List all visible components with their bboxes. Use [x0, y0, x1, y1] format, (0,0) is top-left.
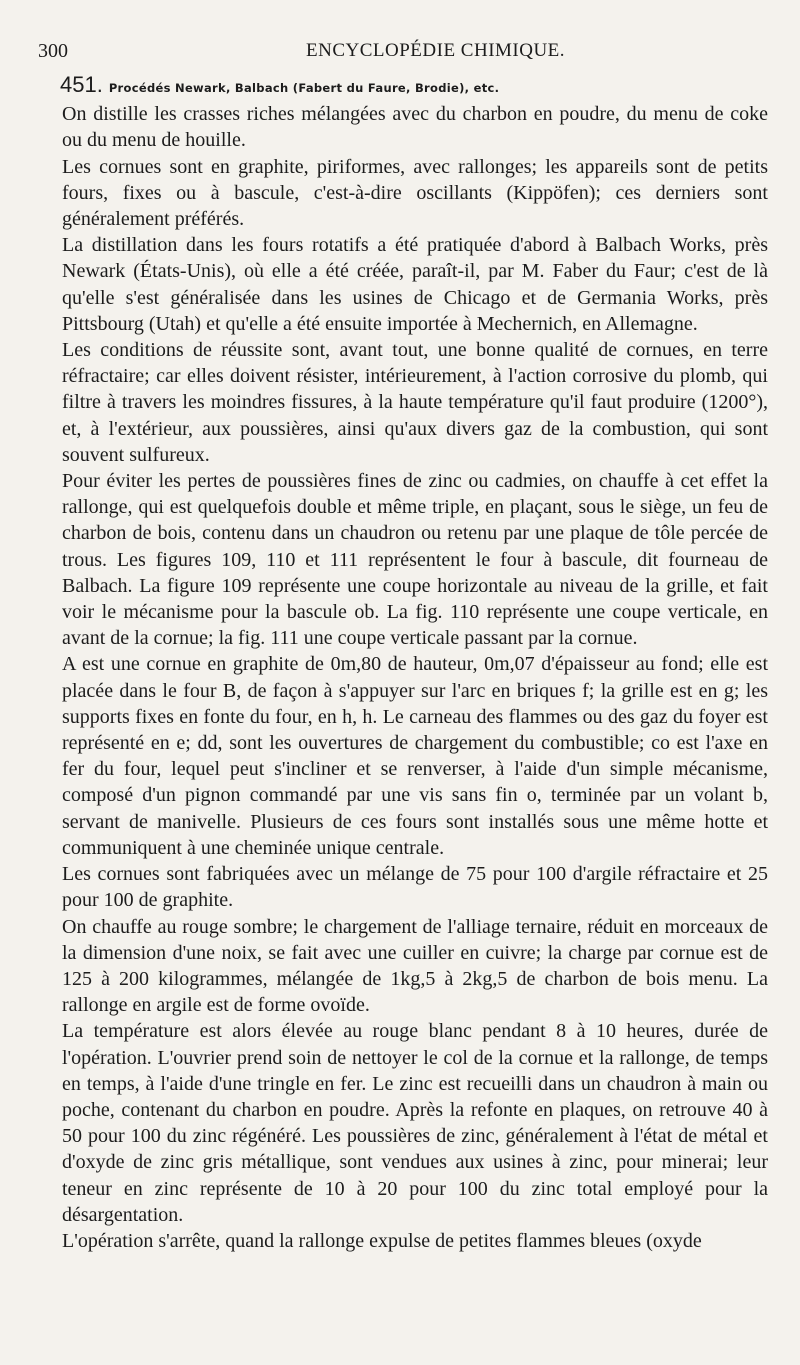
paragraph: A est une cornue en graphite de 0m,80 de hauteur, 0m,07 d'épaisseur au fond; elle est placée dans le four B, de façon à s'appuyer sur l'arc en briques f; la grille est en g; les supports fixes en fonte du four, en h, h. Le carneau des flammes ou des gaz du foyer est représenté en e; dd, sont les ouvertures de chargement du combustible; co est l'axe en fer du four, lequel peut s'incliner et se renverser, à l'aide d'un simple mécanisme, composé d'un pignon commandé par une vis sans fin o, terminée par un volant b, servant de manivelle. Plusieurs de ces fours sont installés sous une même hotte et communiquent à une cheminée unique centrale.	[62, 653, 768, 859]
section-title: Procédés Newark, Balbach (Fabert du Faure, Brodie), etc.	[108, 81, 500, 95]
paragraph: Les cornues sont fabriquées avec un mélange de 75 pour 100 d'argile réfractaire et 25 pour 100 de graphite.	[62, 863, 768, 912]
paragraph: La température est alors élevée au rouge blanc pendant 8 à 10 heures, durée de l'opération. L'ouvrier prend soin de nettoyer le col de la cornue et la rallonge, de temps en temps, à l'aide d'une tringle en fer. Le zinc est recueilli dans un chaudron à main ou poche, contenant du charbon en poudre. Après la refonte en plaques, on retrouve 40 à 50 pour 100 du zinc régénéré. Les poussières de zinc, généralement à l'état de métal et d'oxyde de zinc gris métallique, sont vendues aux usines à zinc, pour minerai; leur teneur en zinc représente de 10 à 20 pour 100 du zinc total employé pour la désargentation.	[62, 1020, 768, 1226]
paragraph: On chauffe au rouge sombre; le chargement de l'alliage ternaire, réduit en morceaux de la dimension d'une noix, se fait avec une cuiller en cuivre; la charge par cornue est de 125 à 200 kilogrammes, mélangée de 1kg,5 à 2kg,5 de charbon de bois menu. La rallonge en argile est de forme ovoïde.	[62, 915, 768, 1017]
page-number: 300	[38, 40, 68, 62]
paragraph: La distillation dans les fours rotatifs a été pratiquée d'abord à Balbach Works, près Newark (États-Unis), où elle a été créée, paraît-il, par M. Faber du Faur; c'est de là qu'elle s'est généralisée dans les usines de Chicago et de Germania Works, près Pittsbourg (Utah) et qu'elle a été ensuite importée à Mechernich, en Allemagne.	[62, 234, 768, 335]
paragraph: L'opération s'arrête, quand la rallonge expulse de petites flammes bleues (oxyde	[62, 1229, 702, 1252]
paragraph: Les conditions de réussite sont, avant tout, une bonne qualité de cornues, en terre réfractaire; car elles doivent résister, intérieurement, à l'action corrosive du plomb, qui filtre à travers les moindres fissures, à la haute température qu'il faut produire (1200°), et, à l'extérieur, aux poussières, ainsi qu'aux divers gaz de la combustion, qui sont souvent sulfureux.	[62, 339, 768, 466]
running-title: ENCYCLOPÉDIE CHIMIQUE.	[306, 40, 566, 61]
paragraph: On distille les crasses riches mélangées avec du charbon en poudre, du menu de coke ou du menu de houille.	[62, 103, 768, 152]
page-header	[38, 36, 782, 66]
section-heading	[60, 72, 768, 101]
page-body	[62, 72, 768, 1254]
paragraph: Les cornues sont en graphite, piriformes, avec rallonges; les appareils sont de petits fours, fixes ou à bascule, c'est-à-dire oscillants (Kippöfen); ces derniers sont généralement préférés.	[62, 155, 768, 231]
paragraph: Pour éviter les pertes de poussières fines de zinc ou cadmies, on chauffe à cet effet la rallonge, qui est quelquefois double et même triple, en plaçant, sous le siège, un feu de charbon de bois, contenu dans un chaudron ou retenu par une plaque de tôle percée de trous. Les figures 109, 110 et 111 représentent le four à bascule, dit fourneau de Balbach. La figure 109 représente une coupe horizontale au niveau de la grille, et fait voir le mécanisme pour la bascule ob. La fig. 110 représente une coupe verticale, en avant de la cornue; la fig. 111 une coupe verticale passant par la cornue.	[62, 470, 768, 650]
section-number: 451.	[60, 72, 103, 97]
